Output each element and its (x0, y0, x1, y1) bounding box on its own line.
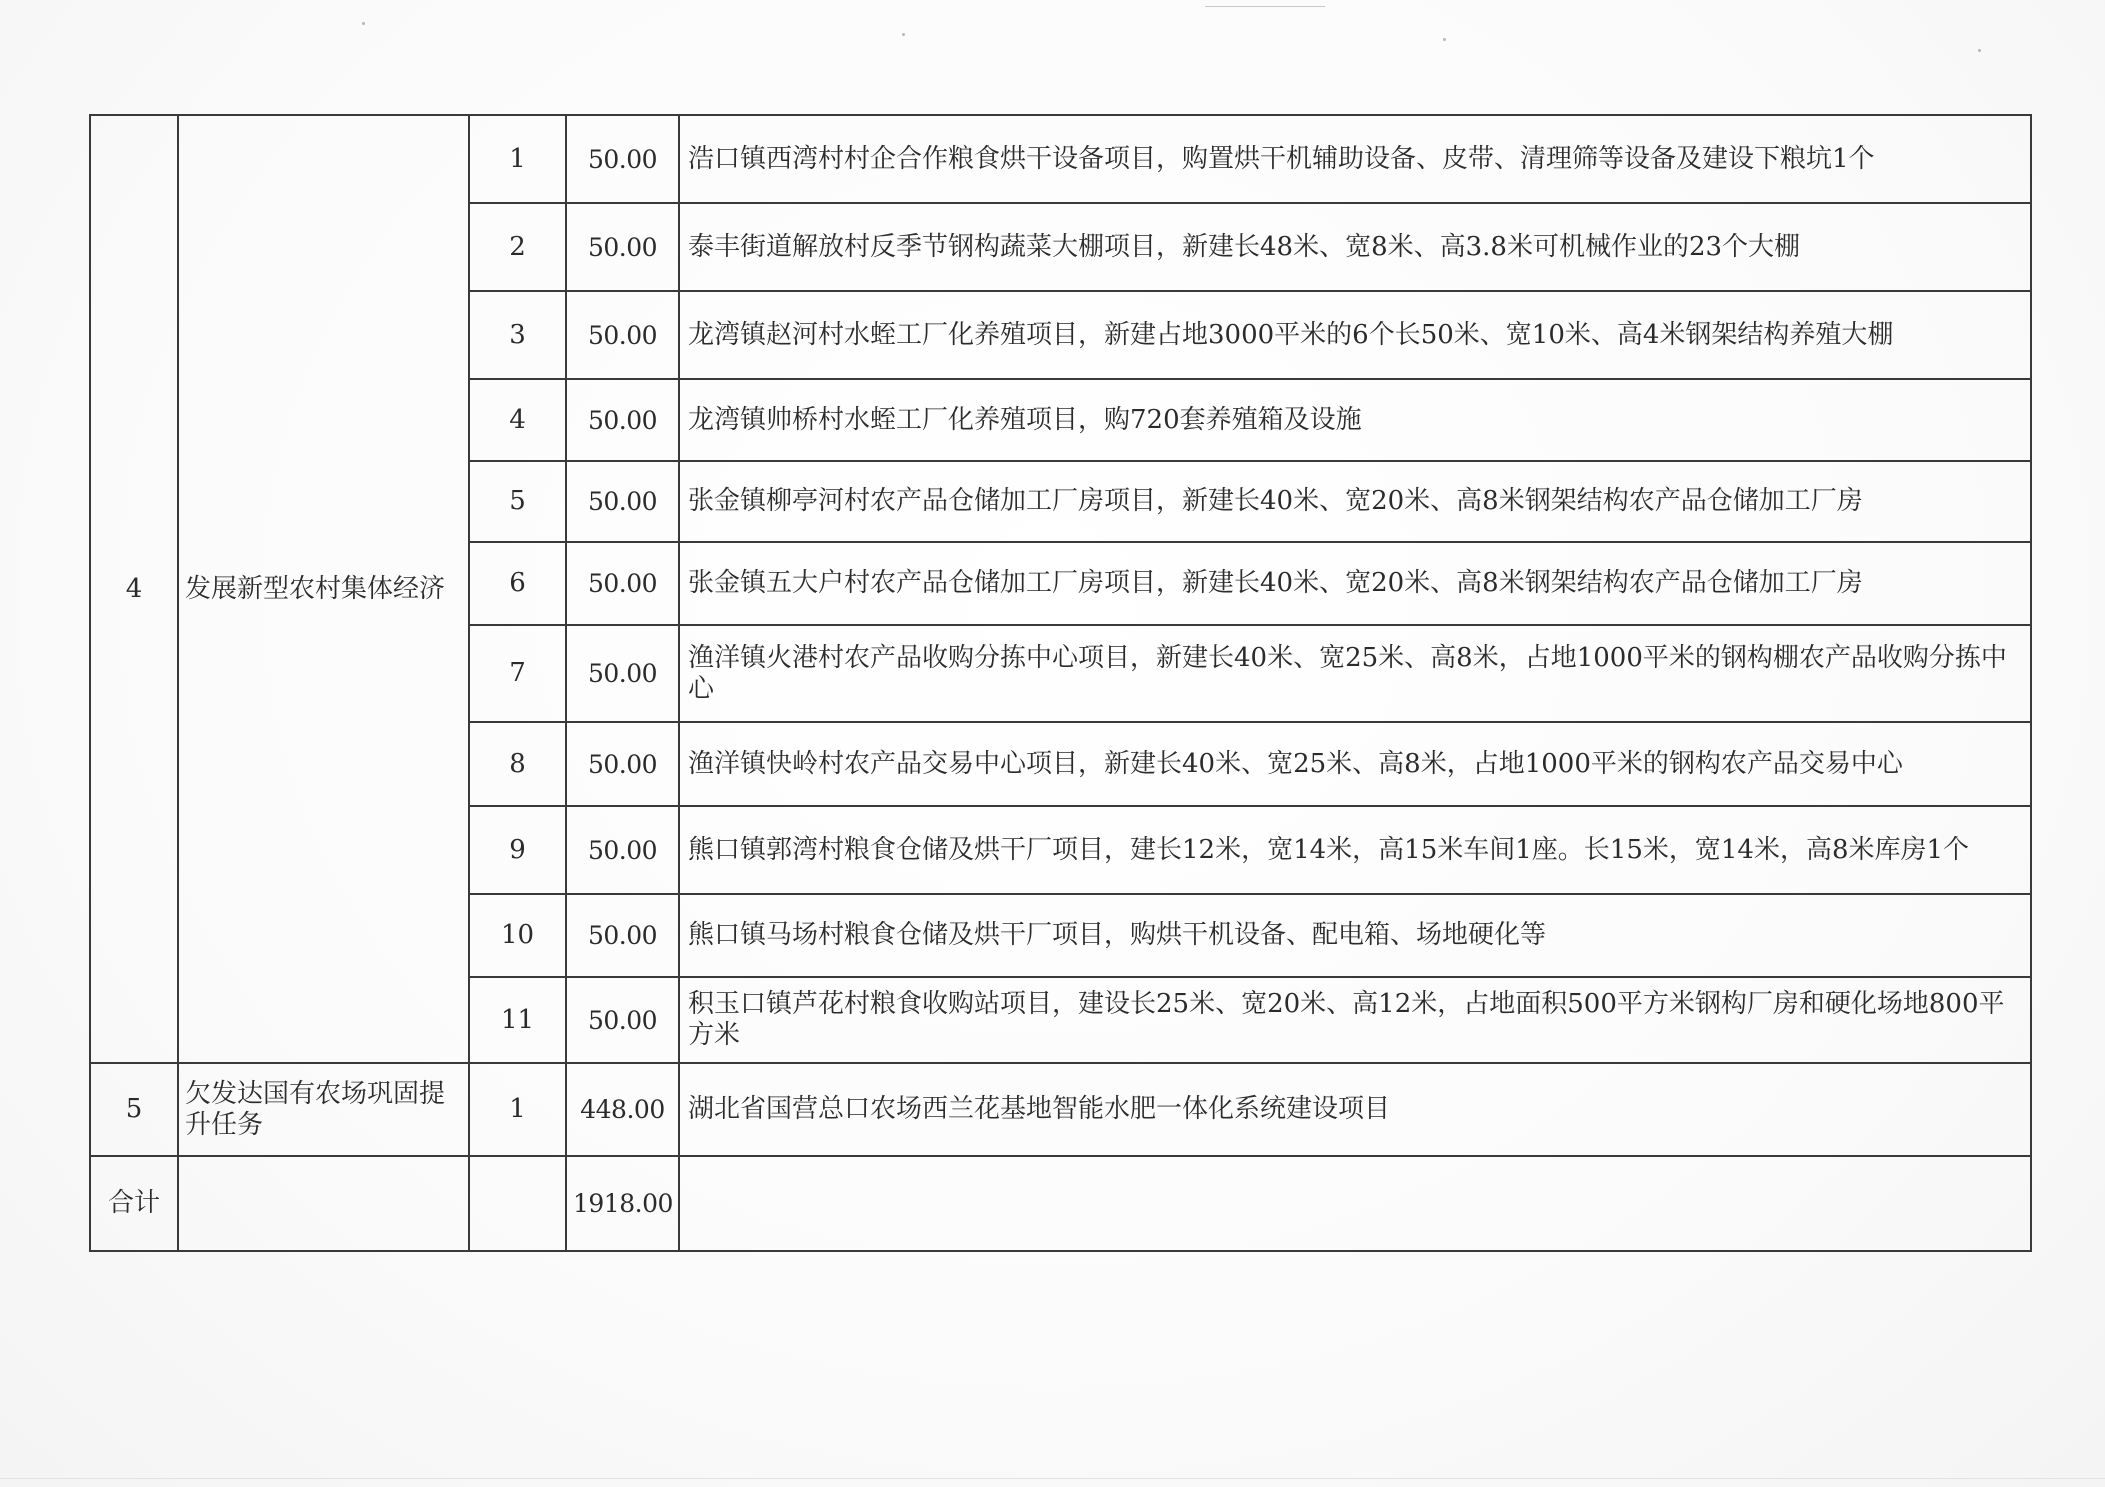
project-description-cell: 渔洋镇火港村农产品收购分拣中心项目，新建长40米、宽25米、高8米，占地1000平米的钢构棚农产品收购分拣中心 (679, 625, 2031, 722)
amount-cell: 50.00 (566, 461, 679, 542)
scan-speck (1978, 49, 1981, 52)
group-category-cell: 欠发达国有农场巩固提升任务 (178, 1063, 469, 1156)
amount-cell: 50.00 (566, 203, 679, 291)
empty-cell (679, 1156, 2031, 1251)
row-number-cell: 7 (469, 625, 566, 722)
amount-cell: 50.00 (566, 722, 679, 806)
amount-cell: 50.00 (566, 977, 679, 1063)
row-number-cell: 5 (469, 461, 566, 542)
row-number-cell: 4 (469, 379, 566, 461)
amount-cell: 50.00 (566, 291, 679, 379)
row-number-cell: 3 (469, 291, 566, 379)
project-description-cell: 熊口镇郭湾村粮食仓储及烘干厂项目，建长12米，宽14米，高15米车间1座。长15米，宽14米，高8米库房1个 (679, 806, 2031, 894)
project-description-cell: 龙湾镇赵河村水蛭工厂化养殖项目，新建占地3000平米的6个长50米、宽10米、高4米钢架结构养殖大棚 (679, 291, 2031, 379)
project-description-cell: 张金镇柳亭河村农产品仓储加工厂房项目，新建长40米、宽20米、高8米钢架结构农产品仓储加工厂房 (679, 461, 2031, 542)
scan-edge-mark (0, 1478, 2105, 1479)
row-number-cell: 1 (469, 1063, 566, 1156)
row-number-cell: 9 (469, 806, 566, 894)
row-number-cell: 2 (469, 203, 566, 291)
empty-cell (178, 1156, 469, 1251)
group-index-cell: 5 (90, 1063, 178, 1156)
table-row (90, 1156, 2031, 1251)
amount-cell: 50.00 (566, 894, 679, 977)
project-description-cell: 龙湾镇帅桥村水蛭工厂化养殖项目，购720套养殖箱及设施 (679, 379, 2031, 461)
amount-cell: 50.00 (566, 115, 679, 203)
project-description-cell: 积玉口镇芦花村粮食收购站项目，建设长25米、宽20米、高12米，占地面积500平方米钢构厂房和硬化场地800平方米 (679, 977, 2031, 1063)
scan-edge-mark (1205, 6, 1325, 7)
project-table (89, 114, 2032, 1252)
project-description-cell: 张金镇五大户村农产品仓储加工厂房项目，新建长40米、宽20米、高8米钢架结构农产品仓储加工厂房 (679, 542, 2031, 625)
total-amount-cell: 1918.00 (566, 1156, 679, 1251)
row-number-cell: 10 (469, 894, 566, 977)
scan-speck (1443, 38, 1446, 41)
amount-cell: 50.00 (566, 379, 679, 461)
project-description-cell: 渔洋镇快岭村农产品交易中心项目，新建长40米、宽25米、高8米，占地1000平米的钢构农产品交易中心 (679, 722, 2031, 806)
project-description-cell: 泰丰街道解放村反季节钢构蔬菜大棚项目，新建长48米、宽8米、高3.8米可机械作业的23个大棚 (679, 203, 2031, 291)
table-row (90, 1063, 2031, 1156)
amount-cell: 50.00 (566, 806, 679, 894)
row-number-cell: 11 (469, 977, 566, 1063)
scan-speck (362, 22, 365, 25)
project-description-cell: 湖北省国营总口农场西兰花基地智能水肥一体化系统建设项目 (679, 1063, 2031, 1156)
amount-cell: 50.00 (566, 625, 679, 722)
empty-cell (469, 1156, 566, 1251)
table-row (90, 115, 2031, 203)
total-label-cell: 合计 (90, 1156, 178, 1251)
amount-cell: 50.00 (566, 542, 679, 625)
row-number-cell: 1 (469, 115, 566, 203)
group-index-cell: 4 (90, 115, 178, 1063)
group-category-cell: 发展新型农村集体经济 (178, 115, 469, 1063)
amount-cell: 448.00 (566, 1063, 679, 1156)
row-number-cell: 6 (469, 542, 566, 625)
project-description-cell: 浩口镇西湾村村企合作粮食烘干设备项目，购置烘干机辅助设备、皮带、清理筛等设备及建设下粮坑1个 (679, 115, 2031, 203)
row-number-cell: 8 (469, 722, 566, 806)
scan-speck (902, 33, 905, 36)
project-description-cell: 熊口镇马场村粮食仓储及烘干厂项目，购烘干机设备、配电箱、场地硬化等 (679, 894, 2031, 977)
